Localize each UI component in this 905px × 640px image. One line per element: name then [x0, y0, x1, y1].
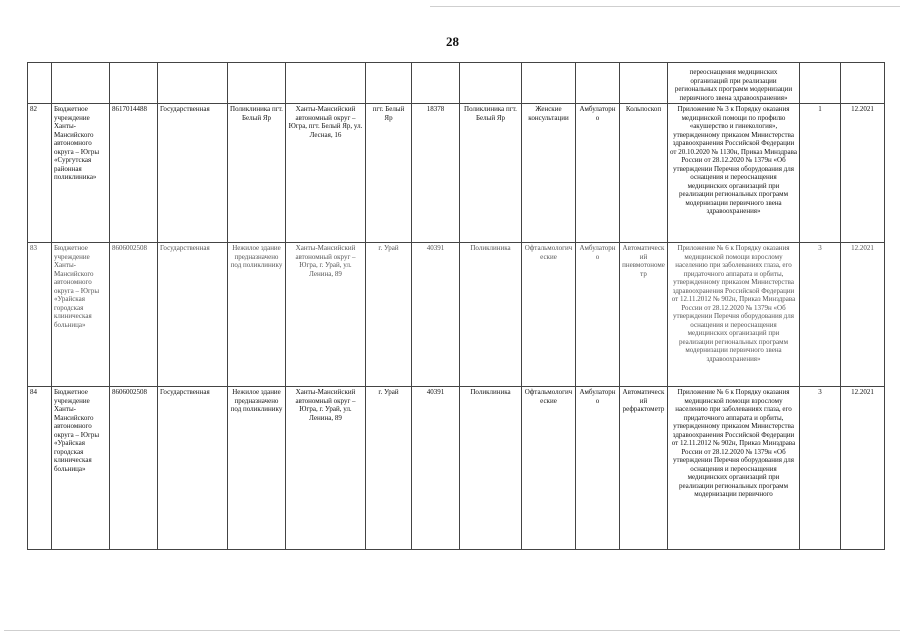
cell-building: Нежилое здание предназначено под поликлинику	[228, 243, 286, 387]
cell-institution: Бюджетное учреждение Ханты-Мансийского автономного округа – Югры «Урайская городская клиническая больница»	[52, 243, 110, 387]
cell-department: Офтальмологические	[522, 243, 576, 387]
scan-edge-bottom	[4, 630, 900, 631]
cell-ownership: Государственная	[158, 387, 228, 550]
cell-institution: Бюджетное учреждение Ханты-Мансийского автономного округа – Югры «Сургутская районная поликлиника»	[52, 104, 110, 243]
cell-address: Ханты-Мансийский автономный округ – Югра, г. Урай, ул. Ленина, 89	[286, 387, 366, 550]
cell-department: Женские консультации	[522, 104, 576, 243]
cell-care-type: Амбулаторно	[576, 387, 620, 550]
cell-basis: Приложение № 6 к Порядку оказания медицинской помощи взрослому населению при заболеваниях глаза, его придаточного аппарата и орбиты, утвержденному приказом Министерства здравоохранения Российской Федерации от 12.11.2012 № 902н, Приказ Минздрава России от 28.12.2020 № 1379н «Об утверждении Перечня оборудования для оснащения и переоснащения медицинских организаций при реализации региональных программ модернизации первичного звена здравоохранения»	[668, 243, 800, 387]
cell-equipment: Автоматический пневмотонометр	[620, 243, 668, 387]
table-row	[28, 387, 885, 550]
cell-address: Ханты-Мансийский автономный округ – Югра, пгт. Белый Яр, ул. Лесная, 16	[286, 104, 366, 243]
cell-quantity: 3	[800, 387, 841, 550]
cell-address: Ханты-Мансийский автономный округ – Югра, г. Урай, ул. Ленина, 89	[286, 243, 366, 387]
continuation-row	[28, 63, 885, 104]
scan-edge-top	[430, 6, 900, 7]
cell-basis: Приложение № 3 к Порядку оказания медицинской помощи по профилю «акушерство и гинекология», утвержденному приказом Министерства здравоохранения Российской Федерации от 20.10.2020 № 1130н, Приказ Минздрава России от 28.12.2020 № 1379н «Об утверждении Перечня оборудования для оснащения и переоснащения медицинских организаций при реализации региональных программ модернизации первичного звена здравоохранения»	[668, 104, 800, 243]
cell-population: 40391	[412, 387, 460, 550]
cell-empty	[841, 63, 885, 104]
cell-empty	[286, 63, 366, 104]
cell-empty	[620, 63, 668, 104]
cell-empty	[460, 63, 522, 104]
table-row	[28, 243, 885, 387]
cell-date: 12.2021	[841, 104, 885, 243]
cell-equipment: Кольпоскоп	[620, 104, 668, 243]
cell-inn: 8606002508	[110, 387, 158, 550]
cell-locality: г. Урай	[366, 387, 412, 550]
cell-empty	[228, 63, 286, 104]
cell-empty	[412, 63, 460, 104]
page-number: 28	[446, 34, 459, 49]
cell-quantity: 1	[800, 104, 841, 243]
cell-population: 40391	[412, 243, 460, 387]
cell-inn: 8606002508	[110, 243, 158, 387]
cell-number: 82	[28, 104, 52, 243]
cell-empty	[800, 63, 841, 104]
cell-empty	[576, 63, 620, 104]
cell-locality: пгт. Белый Яр	[366, 104, 412, 243]
cell-empty	[158, 63, 228, 104]
cell-equipment: Автоматический рефрактометр	[620, 387, 668, 550]
cell-institution: Бюджетное учреждение Ханты-Мансийского автономного округа – Югры «Урайская городская клиническая больница»	[52, 387, 110, 550]
cell-basis-continuation: переоснащения медицинских организаций при реализации региональных программ модернизации первичного звена здравоохранения»	[668, 63, 800, 104]
cell-building: Поликлиника пгт. Белый Яр	[228, 104, 286, 243]
cell-population: 18378	[412, 104, 460, 243]
cell-inn: 8617014488	[110, 104, 158, 243]
cell-ownership: Государственная	[158, 104, 228, 243]
cell-empty	[110, 63, 158, 104]
equipment-registry-table	[27, 62, 885, 550]
cell-department: Офтальмологические	[522, 387, 576, 550]
cell-empty	[28, 63, 52, 104]
cell-ownership: Государственная	[158, 243, 228, 387]
cell-building: Нежилое здание предназначено под поликлинику	[228, 387, 286, 550]
cell-date: 12.2021	[841, 387, 885, 550]
cell-quantity: 3	[800, 243, 841, 387]
cell-empty	[52, 63, 110, 104]
cell-unit: Поликлиника	[460, 243, 522, 387]
cell-unit: Поликлиника пгт. Белый Яр	[460, 104, 522, 243]
table-row	[28, 104, 885, 243]
cell-basis: Приложение № 6 к Порядку оказания медицинской помощи взрослому населению при заболеваниях глаза, его придаточного аппарата и орбиты, утвержденному приказом Министерства здравоохранения Российской Федерации от 12.11.2012 № 902н, Приказ Минздрава России от 28.12.2020 № 1379н «Об утверждении Перечня оборудования для оснащения и переоснащения медицинских организаций при реализации региональных программ модернизации первичного	[668, 387, 800, 550]
cell-care-type: Амбулаторно	[576, 243, 620, 387]
cell-number: 83	[28, 243, 52, 387]
cell-unit: Поликлиника	[460, 387, 522, 550]
cell-care-type: Амбулаторно	[576, 104, 620, 243]
cell-number: 84	[28, 387, 52, 550]
cell-date: 12.2021	[841, 243, 885, 387]
cell-empty	[522, 63, 576, 104]
cell-locality: г. Урай	[366, 243, 412, 387]
cell-empty	[366, 63, 412, 104]
